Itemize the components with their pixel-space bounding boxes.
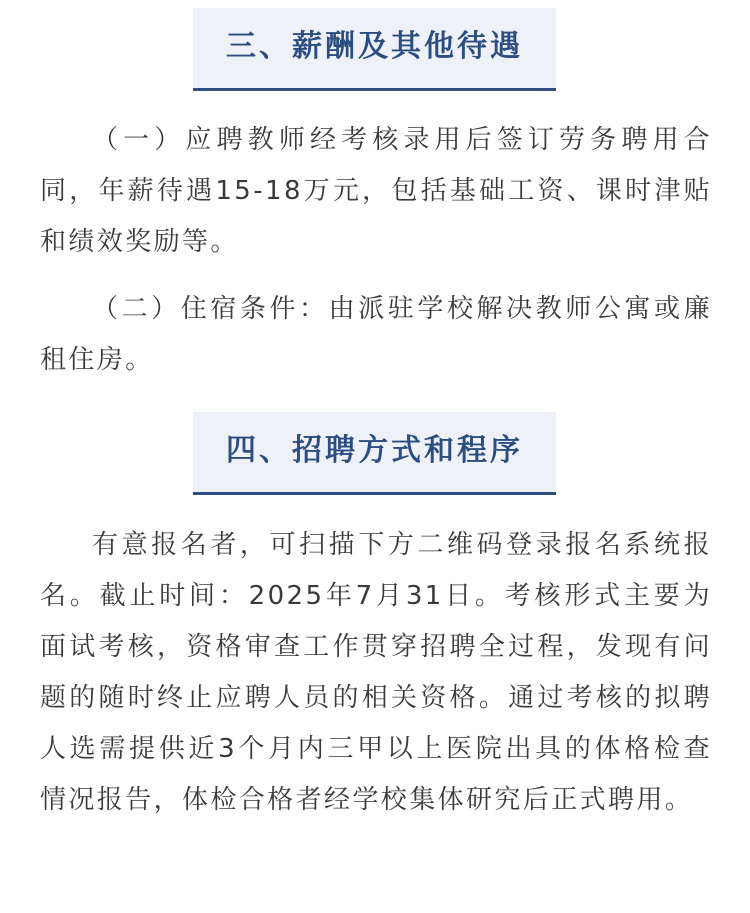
paragraph-recruitment-process: 有意报名者，可扫描下方二维码登录报名系统报名。截止时间：2025年7月31日。考核形式主要为面试考核，资格审查工作贯穿招聘全过程，发现有问题的随时终止应聘人员的相关资格。通过考核的拟聘人选需提供近3个月内三甲以上医院出具的体格检查情况报告，体检合格者经学校集体研究后正式聘用。: [40, 530, 712, 815]
section-heading-salary: 三、薪酬及其他待遇: [193, 8, 556, 91]
paragraph-housing: （二）住宿条件：由派驻学校解决教师公寓或廉租住房。: [40, 294, 712, 375]
section-heading-recruitment: 四、招聘方式和程序: [193, 412, 556, 495]
paragraph-salary-contract: （一）应聘教师经考核录用后签订劳务聘用合同，年薪待遇15-18万元，包括基础工资、课时津贴和绩效奖励等。: [40, 125, 712, 257]
